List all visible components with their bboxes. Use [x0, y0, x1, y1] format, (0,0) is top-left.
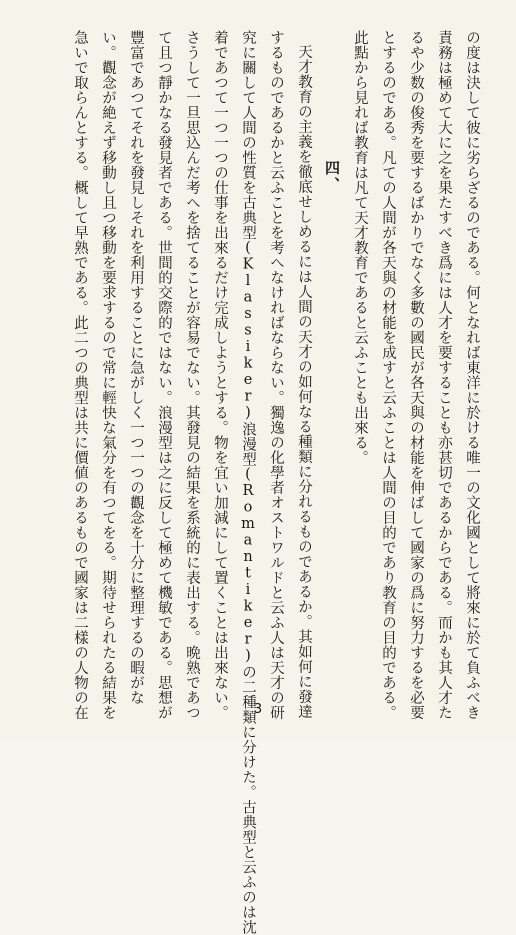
text-column: 責務は極めて大に之を果たすべき爲には人才を要することも亦甚切であるからである。而かも其人才た — [436, 30, 452, 720]
section-heading: 四、 — [323, 160, 341, 194]
text-column: 此點から見れば教育は凡て天才教育であると云ふことも出來る。 — [352, 30, 368, 465]
text-column: 天才教育の主義を徹底せしめるには人間の天才の如何なる種類に分れるものであるか。其如何に發達 — [296, 44, 312, 719]
text-column: 豐富であつてそれを發見しそれを利用することに急がしく一つ一つの觀念を十分に整理するの暇がな — [128, 30, 144, 705]
text-column: るや少数の俊秀を要するばかりでなく多數の國民が各天與の材能を伸ばして國家の爲に努力するを必要 — [408, 30, 424, 720]
text-column: 究に關して人間の性質を古典型(Klassiker)浪漫型(Romantiker)の二種類に分けた。古典型と云ふのは沈 — [240, 30, 256, 935]
text-column: するものであるかと云ふことを考へなければならない。獨逸の化學者オストワルドと云ふ人は天才の研 — [268, 30, 284, 720]
text-column: の度は決して彼に劣らざるのである。何となれば東洋に於ける唯一の文化國として將來に於て負ふべき — [464, 30, 480, 720]
page-number: 3 — [253, 702, 263, 717]
text-column: 急いで取らんとする。概して早熟である。此二つの典型は共に價値のあるもので國家は二樣の人物の在 — [72, 30, 88, 720]
text-column: 着であつて一つ一つの仕事を出來るだけ完成しようとする。物を宜い加減にして置くことは出來ない。 — [212, 30, 228, 720]
text-column: い。觀念が絶えず移動し且つ移動を要求するので常に輕快な氣分を有つてをる。期待せられたる結果を — [100, 30, 116, 720]
body-text — [66, 30, 486, 935]
text-column: さうして一旦思込んだ考へを捨てることが容易でない。其發見の結果を系統的に表出する。晩熟であつ — [184, 30, 200, 720]
text-column: て且つ靜かなる發見者である。世間的交際的ではない。浪漫型は之に反して極めて機敏である。思想が — [156, 30, 172, 720]
text-column: とするのである。凡ての人間が各天與の材能を成すと云ふことは人間の目的であり教育の目的である。 — [380, 30, 396, 720]
